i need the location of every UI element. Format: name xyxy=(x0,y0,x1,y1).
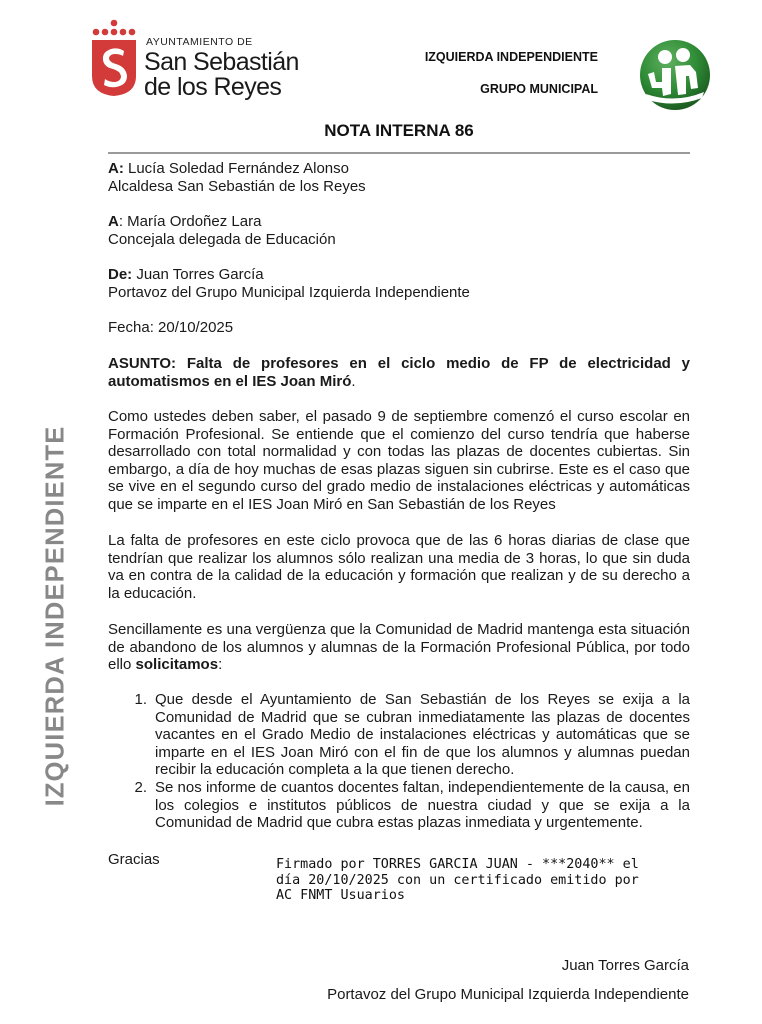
side-banner: IZQUIERDA INDEPENDIENTE xyxy=(41,425,70,807)
signer-name: Juan Torres García xyxy=(561,957,689,974)
sender-role: Portavoz del Grupo Municipal Izquierda Independiente xyxy=(108,283,470,301)
signer-role: Portavoz del Grupo Municipal Izquierda Independiente xyxy=(327,986,689,1003)
recipient-1 xyxy=(108,160,690,195)
subject-label: ASUNTO: xyxy=(108,355,177,372)
list-item-number: 1. xyxy=(134,691,147,708)
digital-signature: Firmado por TORRES GARCIA JUAN - ***2040** el día 20/10/2025 con un certificado emitido por AC FNMT Usuarios xyxy=(276,857,639,904)
recipient-label: A xyxy=(108,213,119,230)
requests-list xyxy=(108,691,690,832)
request-intro xyxy=(108,621,690,674)
recipient-name: : María Ordoñez Lara xyxy=(118,213,262,230)
recipient-name: Lucía Soledad Fernández Alonso xyxy=(128,160,349,177)
party-group: GRUPO MUNICIPAL xyxy=(480,82,598,96)
document-date: Fecha: 20/10/2025 xyxy=(108,319,234,336)
municipality-logo xyxy=(90,18,299,101)
list-item xyxy=(108,779,690,832)
sender xyxy=(108,266,690,301)
municipality-crest-icon xyxy=(90,18,138,98)
subject xyxy=(108,355,690,390)
recipient-label: A: xyxy=(108,160,124,177)
municipality-name-line2: de los Reyes xyxy=(144,73,282,101)
list-item-number: 2. xyxy=(134,778,147,796)
request-intro-keyword: solicitamos xyxy=(135,656,219,674)
request-intro-text: Sencillamente es una vergüenza que la Comunidad de Madrid mantenga esta situación de abandono de los alumnos y alumnas de la Formación Profesional Pública, por todo ello xyxy=(108,621,690,674)
municipality-name-line1: San Sebastián xyxy=(144,48,299,76)
document-title: NOTA INTERNA 86 xyxy=(324,121,474,140)
sender-label: De: xyxy=(108,266,133,283)
paragraph: La falta de profesores en este ciclo provoca que de las 6 horas diarias de clase que tendrían que realizar los alumnos sólo realizan una media de 3 horas, lo que sin duda va en contra de la calidad de la educación y formación que realizan y de su derecho a la educación. xyxy=(108,532,690,602)
request-intro-end: : xyxy=(218,656,223,674)
list-item-text: Que desde el Ayuntamiento de San Sebastián de los Reyes se exija a la Comunidad de Madrid que se cubran inmediatamente las plazas de docentes vacantes en el Grado Medio de instalaciones eléctricas y automáticas que se imparte en el IES Joan Miró con el fin de que los alumnos y alumnas puedan recibir la educación completa a la que tienen derecho. xyxy=(155,691,690,779)
paragraph: Como ustedes deben saber, el pasado 9 de septiembre comenzó el curso escolar en Formación Profesional. Se entiende que el comienzo del curso tendría que haberse desarrollado con total normalidad y con todas las plazas de docentes cubiertas. Sin embargo, a día de hoy muchas de esas plazas siguen sin cubrirse. Este es el caso que se vive en el segundo curso del grado medio de instalaciones eléctricas y automáticas que se imparte en el IES Joan Miró en San Sebastián de los Reyes xyxy=(108,408,690,513)
party-logo-icon xyxy=(638,38,712,112)
list-item xyxy=(108,691,690,779)
list-item-text: Se nos informe de cuantos docentes faltan, independientemente de la causa, en los colegios e institutos públicos de nuestra ciudad y que se exija a la Comunidad de Madrid que cubra estas plazas inmediata y urgentemente. xyxy=(155,778,690,832)
title-divider xyxy=(108,152,690,154)
recipient-2 xyxy=(108,213,690,248)
closing: Gracias xyxy=(108,851,160,868)
subject-text: Falta de profesores en el ciclo medio de FP de electricidad y automatismos en el IES Joan Miró xyxy=(108,355,690,390)
party-name: IZQUIERDA INDEPENDIENTE xyxy=(424,50,598,64)
municipality-label: AYUNTAMIENTO DE xyxy=(146,36,253,48)
subject-end: . xyxy=(351,372,356,390)
recipient-role: Concejala delegada de Educación xyxy=(108,230,336,248)
sender-name: Juan Torres García xyxy=(132,266,264,283)
recipient-role: Alcaldesa San Sebastián de los Reyes xyxy=(108,177,366,195)
